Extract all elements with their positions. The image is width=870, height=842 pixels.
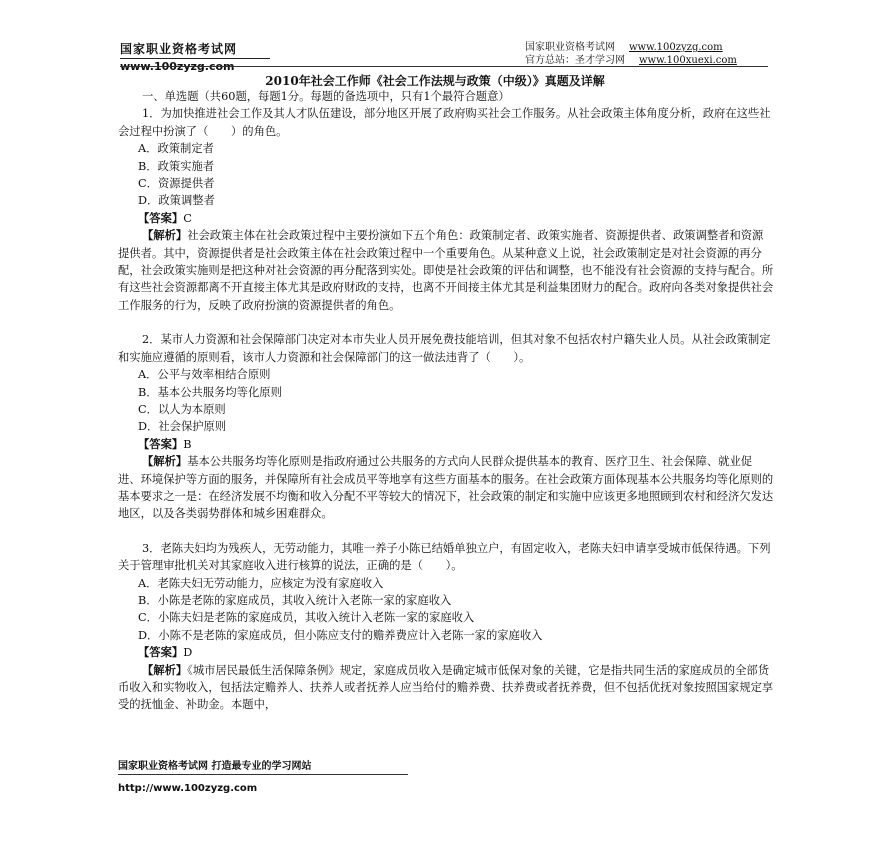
- question-option: B．基本公共服务均等化原则: [138, 385, 282, 399]
- answer-value: D: [183, 646, 193, 660]
- explanation-text: 社会政策主体在社会政策过程中主要扮演如下五个角色：政策制定者、政策实施者、资源提供者、政策调整者和资源提供者。其中，资源提供者是社会政策主体在社会政策过程中一个重要角色。从某种意义上说，社会政策制定是对社会资源的再分配，社会政策实施则是把这种对社会资源的再分配落到实处。即使是社会政策的评估和调整，也不能没有社会资源的支持与配合。所有这些社会资源都离不开直接主体尤其是政府财政的支持，也离不开间接主体尤其是利益集团财力的配合。政府向各类对象提供社会工作服务的行为，反映了政府扮演的资源提供者的角色。: [118, 229, 774, 312]
- question-option: A．公平与效率相结合原则: [138, 368, 271, 382]
- answer-label: 【答案】: [138, 436, 184, 451]
- document-body: [118, 88, 774, 714]
- question-stem: 3．老陈夫妇均为残疾人，无劳动能力，其唯一养子小陈已结婚单独立户，有固定收入，老陈夫妇申请享受城市低保待遇。下列关于管理审批机关对其家庭收入进行核算的说法，正确的是（ ）。: [118, 541, 771, 573]
- answer-value: C: [183, 211, 192, 225]
- question-option: C．以人为本原则: [138, 402, 226, 416]
- header-left: [120, 40, 270, 73]
- question-option: B．政策实施者: [138, 159, 215, 173]
- site-url[interactable]: www.100zyzg.com: [120, 60, 235, 73]
- header-divider: [120, 66, 768, 67]
- footer-slogan: 国家职业资格考试网 打造最专业的学习网站: [118, 757, 408, 775]
- answer-label: 【答案】: [138, 645, 184, 660]
- question-option: D．政策调整者: [138, 194, 215, 208]
- question-stem: 1．为加快推进社会工作及其人才队伍建设，部分地区开展了政府购买社会工作服务。从社会政策主体角度分析，政府在这些社会过程中扮演了（ ）的角色。: [118, 107, 771, 138]
- document-title: 2010年社会工作师《社会工作法规与政策（中级）》真题及详解: [265, 74, 605, 88]
- header-right: [525, 41, 775, 67]
- question-option: A．政策制定者: [138, 142, 214, 156]
- section-heading: 一、单选题（共60题，每题1分。每题的备选项中，只有1个最符合题意）: [142, 90, 510, 103]
- footer: [118, 757, 408, 794]
- footer-url[interactable]: http://www.100zyzg.com: [118, 783, 258, 794]
- question-option: A．老陈夫妇无劳动能力，应核定为没有家庭收入: [138, 576, 384, 590]
- explanation-label: 【解析】: [142, 454, 188, 469]
- answer-value: B: [183, 437, 192, 451]
- explanation-label: 【解析】: [142, 662, 188, 677]
- explanation-label: 【解析】: [142, 228, 188, 243]
- answer-line: [118, 644, 774, 661]
- question-option: C．资源提供者: [138, 177, 215, 191]
- answer-line: [118, 210, 774, 227]
- question-option: C．小陈夫妇是老陈的家庭成员，其收入统计入老陈一家的家庭收入: [138, 611, 475, 625]
- answer-line: [118, 436, 774, 453]
- question-stem: 2．某市人力资源和社会保障部门决定对本市失业人员开展免费技能培训，但其对象不包括农村户籍失业人员。从社会政策制定和实施应遵循的原则看，该市人力资源和社会保障部门的这一做法违背了（ ）。: [118, 333, 771, 364]
- header-main-site-label: 官方总站：圣才学习网: [525, 55, 625, 66]
- header-site-link[interactable]: www.100zyzg.com: [629, 42, 723, 53]
- site-title: 国家职业资格考试网: [120, 40, 270, 59]
- question-option: D．社会保护原则: [138, 420, 227, 434]
- explanation-text: 《城市居民最低生活保障条例》规定，家庭成员收入是确定城市低保对象的关键，它是指共同生活的家庭成员的全部货币收入和实物收入，包括法定赡养人、扶养人或者抚养人应当给付的赡养费、扶养费或者抚养费，但不包括优抚对象按照国家规定享受的抚恤金、补助金。本题中，: [118, 663, 774, 712]
- header-site-label: 国家职业资格考试网: [525, 42, 615, 53]
- explanation-text: 基本公共服务均等化原则是指政府通过公共服务的方式向人民群众提供基本的教育、医疗卫生、社会保障、就业促进、环境保护等方面的服务，并保障所有社会成员平等地享有这些方面基本的服务。在社会政策方面体现基本公共服务均等化原则的基本要求之一是：在经济发展不均衡和收入分配不平等较大的情况下，社会政策的制定和实施中应该更多地照顾到农村和经济欠发达地区，以及各类弱势群体和城乡困难群众。: [118, 455, 774, 521]
- explanation: [118, 227, 774, 314]
- question-option: D．小陈不是老陈的家庭成员，但小陈应支付的赡养费应计入老陈一家的家庭收入: [138, 628, 543, 642]
- explanation: [118, 662, 774, 714]
- explanation: [118, 453, 774, 523]
- header-main-site-link[interactable]: www.100xuexi.com: [639, 55, 737, 66]
- answer-label: 【答案】: [138, 210, 184, 225]
- question-option: B．小陈是老陈的家庭成员，其收入统计入老陈一家的家庭收入: [138, 593, 452, 607]
